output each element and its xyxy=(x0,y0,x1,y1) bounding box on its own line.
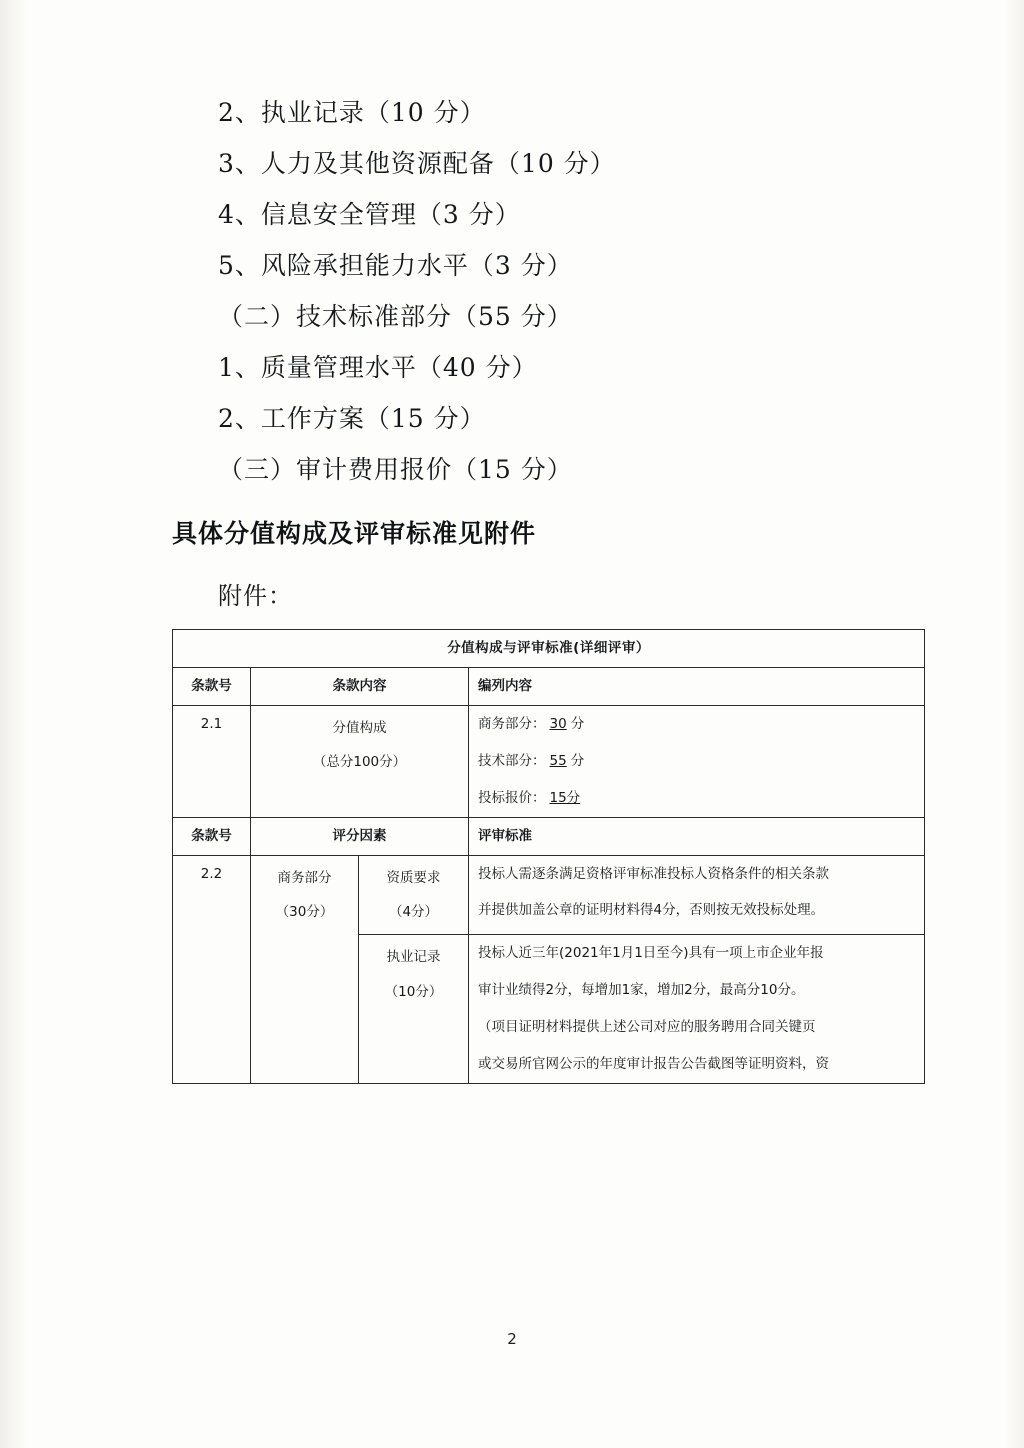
paragraph-item-2: 2、执业记录（10 分） xyxy=(218,98,486,127)
cell-clause-content-21 xyxy=(251,705,469,817)
paragraph-item-5: 5、风险承担能力水平（3 分） xyxy=(218,251,573,280)
factor-qualification-label: 资质要求 xyxy=(386,869,441,886)
cell-criteria-practice-record xyxy=(469,935,925,1084)
score-item-technical xyxy=(478,751,915,772)
criteria-practice-line-1: 投标人近三年(2021年1月1日至今)具有一项上市企业年报 xyxy=(478,945,824,962)
section-business-score: （30分） xyxy=(275,903,334,920)
header-clause-no: 条款号 xyxy=(173,667,251,705)
score-item-business-value: 30 xyxy=(549,715,567,732)
paragraph-section-three: （三）审计费用报价（15 分） xyxy=(218,455,573,484)
factor-practice-record-label: 执业记录 xyxy=(386,949,441,966)
criteria-qualification-line-2: 并提供加盖公章的证明材料得4分，否则按无效投标处理。 xyxy=(478,902,825,919)
paragraph-tech-item-2: 2、工作方案（15 分） xyxy=(218,404,486,433)
header-review-criteria: 评审标准 xyxy=(469,817,925,855)
score-criteria-table xyxy=(172,629,925,1084)
scan-edge-right xyxy=(1006,0,1024,1448)
criteria-qualification-line-1: 投标人需逐条满足资格评审标准投标人资格条件的相关条款 xyxy=(478,865,829,882)
score-item-technical-unit: 分 xyxy=(570,752,585,769)
criteria-practice-line-2: 审计业绩得2分，每增加1家，增加2分，最高分10分。 xyxy=(478,982,805,999)
document-content xyxy=(172,100,932,1084)
score-item-bid-price-value: 15分 xyxy=(549,789,581,806)
page-number: 2 xyxy=(507,1330,517,1348)
header-clause-no-2: 条款号 xyxy=(173,817,251,855)
factor-qualification-score: （4分） xyxy=(388,903,439,920)
section-business-label: 商务部分 xyxy=(277,869,332,886)
criteria-practice-line-4: 或交易所官网公示的年度审计报告公告截图等证明资料，资 xyxy=(478,1055,829,1072)
table-row-header-2 xyxy=(173,817,925,855)
cell-factor-qualification xyxy=(359,855,469,935)
section-heading: 具体分值构成及评审标准见附件 xyxy=(172,519,537,548)
paragraph-section-two: （二）技术标准部分（55 分） xyxy=(218,302,573,331)
table-row-2-2-qualification xyxy=(173,855,925,935)
score-item-business xyxy=(478,714,915,735)
paragraph-item-3: 3、人力及其他资源配备（10 分） xyxy=(218,149,616,178)
score-composition-label: 分值构成 xyxy=(332,719,387,736)
paragraph-tech-item-1: 1、质量管理水平（40 分） xyxy=(218,353,538,382)
table-row-title xyxy=(173,630,925,668)
cell-clause-no-21: 2.1 xyxy=(173,705,251,817)
cell-factor-practice-record xyxy=(359,935,469,1084)
score-item-bid-price-label: 投标报价： xyxy=(478,789,546,806)
score-item-technical-value: 55 xyxy=(549,752,567,769)
header-listed-content: 编列内容 xyxy=(469,667,925,705)
table-row-header-1 xyxy=(173,667,925,705)
score-item-technical-label: 技术部分： xyxy=(478,752,546,769)
header-clause-content: 条款内容 xyxy=(251,667,469,705)
scan-edge-left xyxy=(0,0,26,1448)
factor-practice-record-score: （10分） xyxy=(384,983,443,1000)
attachment-label: 附件： xyxy=(218,582,293,610)
cell-clause-no-22: 2.2 xyxy=(173,855,251,1083)
cell-section-business xyxy=(251,855,359,1083)
criteria-practice-line-3: （项目证明材料提供上述公司对应的服务聘用合同关键页 xyxy=(478,1019,816,1036)
table-row-2-1 xyxy=(173,705,925,817)
total-score-label: （总分100分） xyxy=(312,754,407,771)
cell-listed-content-21 xyxy=(469,705,925,817)
header-scoring-factor: 评分因素 xyxy=(251,817,469,855)
score-item-business-label: 商务部分： xyxy=(478,715,546,732)
score-item-business-unit: 分 xyxy=(570,715,585,732)
score-item-bid-price xyxy=(478,788,915,809)
cell-criteria-qualification xyxy=(469,855,925,935)
paragraph-item-4: 4、信息安全管理（3 分） xyxy=(218,200,521,229)
table-title: 分值构成与评审标准(详细评审） xyxy=(173,630,925,668)
